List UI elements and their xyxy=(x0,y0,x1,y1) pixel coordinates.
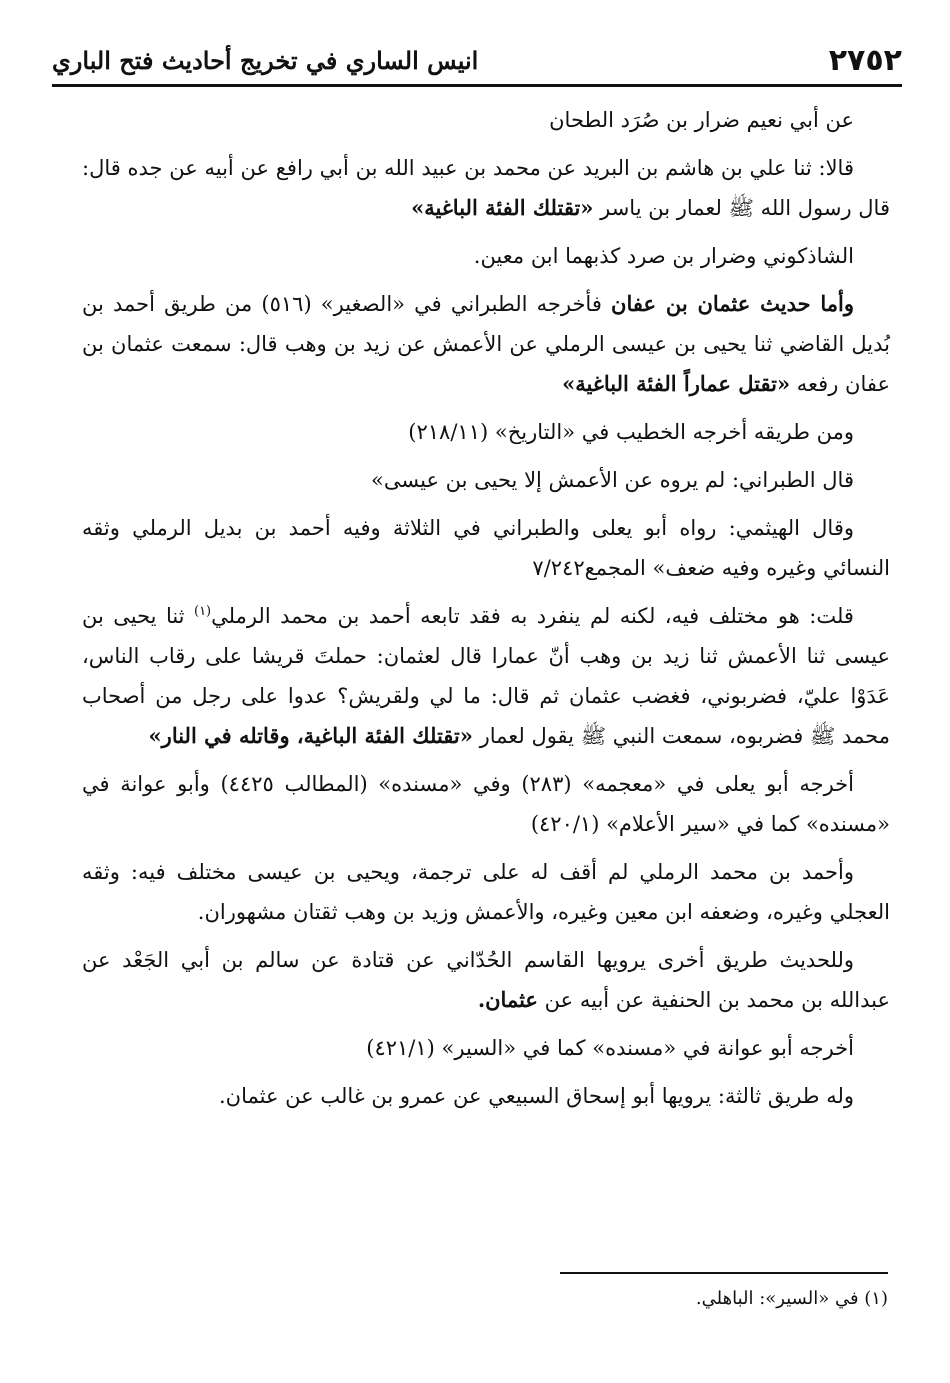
paragraph-9 xyxy=(82,764,890,844)
paragraph-text: وأحمد بن محمد الرملي لم أقف له على ترجمة، ويحيى بن عيسى مختلف فيه: وثقه العجلي وغيره، وضعفه ابن معين وغيره، والأعمش وزيد بن وهب ثقتان مشهوران. xyxy=(82,860,890,924)
paragraph-text: ومن طريقه أخرجه الخطيب في «التاريخ» (٢١٨/١١) xyxy=(408,420,854,444)
page-number: ٢٧٥٢ xyxy=(828,42,902,78)
paragraph-text: أخرجه أبو يعلى في «معجمه» (٢٨٣) وفي «مسنده» (المطالب ٤٤٢٥) وأبو عوانة في «مسنده» كما في «سير الأعلام» (٤٢٠/١) xyxy=(82,772,890,836)
paragraph-text: فأخرجه الطبراني في «الصغير» (٥١٦) من طريق أحمد بن بُديل القاضي ثنا يحيى بن عيسى الرملي عن الأعمش عن زيد بن وهب قال: سمعت عثمان بن عفان رفعه xyxy=(82,292,890,396)
paragraph-13 xyxy=(82,1076,890,1116)
paragraph-7 xyxy=(82,508,890,588)
paragraph-text: عن أبي نعيم ضرار بن صُرَد الطحان xyxy=(549,108,854,132)
page-body xyxy=(82,100,890,1124)
paragraph-11 xyxy=(82,940,890,1020)
paragraph-text: وقال الهيثمي: رواه أبو يعلى والطبراني في الثلاثة وفيه أحمد بن بديل الرملي وثقه النسائي وغيره وفيه ضعف» المجمع٧/٢٤٢ xyxy=(82,516,890,580)
section-lead: وأما حديث عثمان بن عفان xyxy=(611,291,854,316)
paragraph-text: قلت: هو مختلف فيه، لكنه لم ينفرد به فقد تابعه أحمد بن محمد الرملي xyxy=(211,604,854,628)
bold-name: عثمان. xyxy=(477,987,538,1012)
running-title: انيس الساري في تخريج أحاديث فتح الباري xyxy=(52,45,479,75)
paragraph-12 xyxy=(82,1028,890,1068)
footnote-separator xyxy=(560,1272,888,1274)
paragraph-5 xyxy=(82,412,890,452)
hadith-quote: «تقتلك الفئة الباغية» xyxy=(411,195,594,220)
paragraph-text: الشاذكوني وضرار بن صرد كذبهما ابن معين. xyxy=(473,244,854,268)
paragraph-2 xyxy=(82,148,890,228)
paragraph-10 xyxy=(82,852,890,932)
hadith-quote: «تقتل عماراً الفئة الباغية» xyxy=(562,371,791,396)
paragraph-text: أخرجه أبو عوانة في «مسنده» كما في «السير» (٤٢١/١) xyxy=(366,1036,854,1060)
paragraph-text: ثنا يحيى بن عيسى ثنا الأعمش ثنا زيد بن وهب أنّ عمارا قال لعثمان: حملتَ قريشا على رقاب الناس، عَدَوْا عليّ، فضربوني، فغضب عثمان ثم قال: ما لي ولقريش؟ عدوا على رجل من أصحاب محمد ﷺ فضربوه، سمعت النبي ﷺ يقول لعمار xyxy=(82,604,890,748)
paragraph-6 xyxy=(82,460,890,500)
footnote: (١) في «السير»: الباهلي. xyxy=(695,1288,888,1309)
page-header xyxy=(52,36,902,87)
paragraph-3 xyxy=(82,236,890,276)
hadith-quote: «تقتلك الفئة الباغية، وقاتله في النار» xyxy=(148,723,473,748)
paragraph-1 xyxy=(82,100,890,140)
footnote-marker: (١) xyxy=(193,604,212,619)
paragraph-text: وللحديث طريق أخرى يرويها القاسم الحُدّاني عن قتادة عن سالم بن أبي الجَعْد عن عبدالله بن محمد بن الحنفية عن أبيه عن xyxy=(82,948,890,1012)
paragraph-text: وله طريق ثالثة: يرويها أبو إسحاق السبيعي عن عمرو بن غالب عن عثمان. xyxy=(218,1084,854,1108)
paragraph-4 xyxy=(82,284,890,404)
paragraph-text: قال الطبراني: لم يروه عن الأعمش إلا يحيى بن عيسى» xyxy=(371,468,854,492)
paragraph-8 xyxy=(82,596,890,756)
paragraph-text: قالا: ثنا علي بن هاشم بن البريد عن محمد بن عبيد الله بن أبي رافع عن أبيه عن جده قال: قال رسول الله ﷺ لعمار بن ياسر xyxy=(82,156,890,220)
